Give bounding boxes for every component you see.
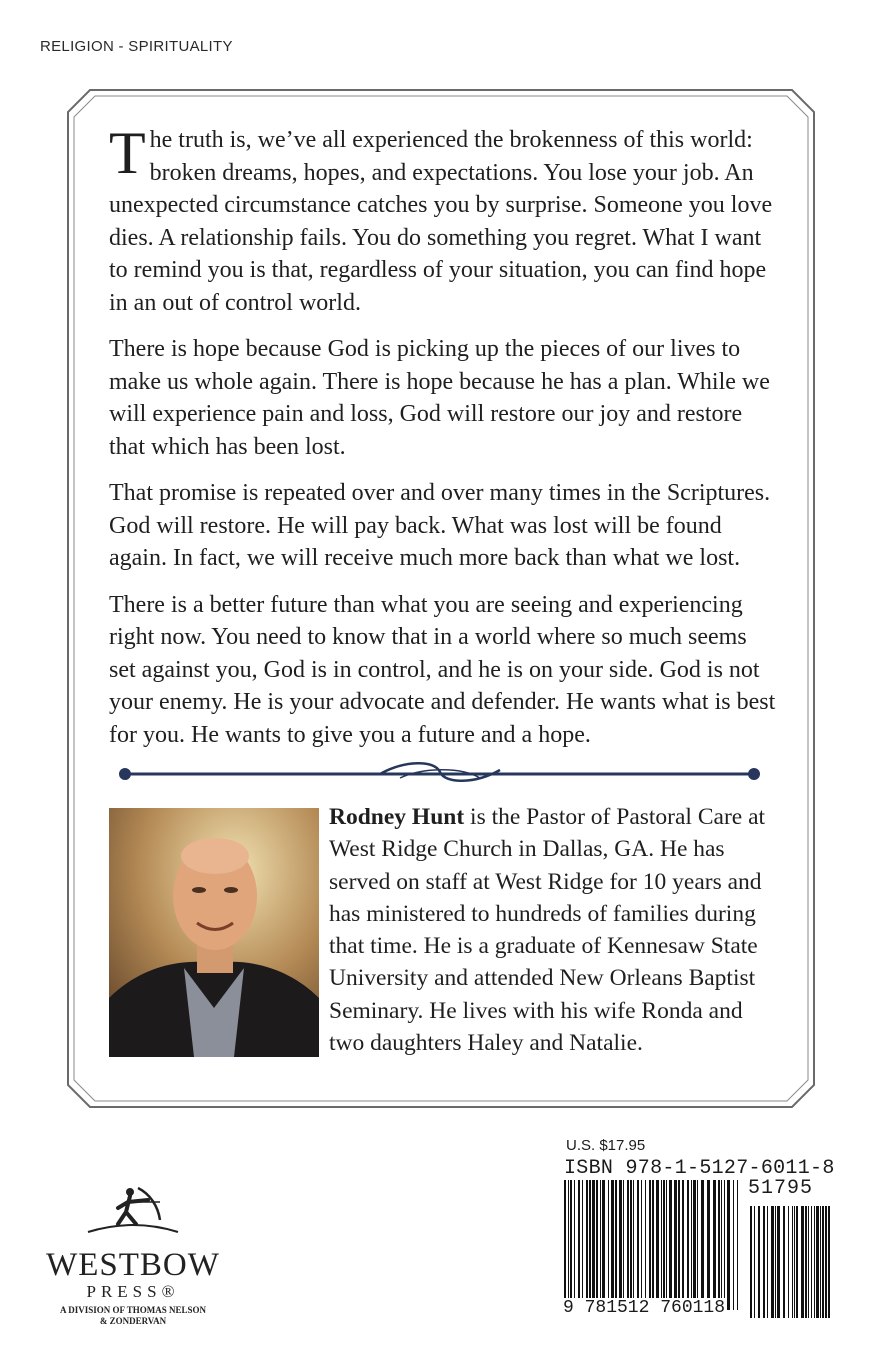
barcode-bar <box>619 1180 622 1310</box>
barcode-bar <box>691 1180 692 1310</box>
barcode-bar <box>733 1180 734 1310</box>
barcode-bar <box>627 1180 629 1310</box>
barcode-number: 9 781512 760118 <box>563 1298 726 1318</box>
barcode-bar <box>637 1180 639 1310</box>
barcode-bar <box>578 1180 580 1310</box>
blurb-text <box>109 120 777 765</box>
publisher-press: PRESS® <box>86 1282 180 1301</box>
barcode-addon-bar <box>822 1206 824 1318</box>
barcode-addon-bar <box>816 1206 819 1318</box>
barcode-bar <box>623 1180 624 1310</box>
publisher-logo <box>38 1180 228 1327</box>
barcode-addon-bar <box>825 1206 827 1318</box>
barcode-bar <box>574 1180 575 1310</box>
drop-cap: T <box>109 120 146 186</box>
barcode-bar <box>600 1180 601 1310</box>
barcode-bar <box>582 1180 583 1310</box>
barcode-bar <box>649 1180 651 1310</box>
barcode-bar <box>586 1180 588 1310</box>
barcode-addon-bar <box>808 1206 809 1318</box>
author-bio-text: is the Pastor of Pastoral Care at West Ridge Church in Dallas, GA. He has served on staff at West Ridge for 10 years and has ministered to hundreds of families during that time. He is a graduate of Kennesaw State University and attended New Orleans Baptist Seminary. He lives with his wife Ronda and two daughters Haley and Natalie. <box>329 804 766 1057</box>
barcode-bar <box>682 1180 684 1310</box>
barcode-bar <box>602 1180 605 1310</box>
isbn-label: ISBN 978-1-5127-6011-8 <box>564 1157 835 1180</box>
barcode-bar <box>674 1180 677 1310</box>
barcode-bar <box>663 1180 665 1310</box>
ornamental-divider <box>115 760 765 788</box>
barcode-bar <box>611 1180 614 1310</box>
barcode-addon-bar <box>750 1206 752 1318</box>
publisher-name: WESTBOW <box>46 1247 220 1283</box>
barcode-addon-bar <box>758 1206 760 1318</box>
blurb-paragraph-4: There is a better future than what you are seeing and experiencing right now. You need to know that in a world where so much seems set against you, God is in control, and he is on your side. God is not your enemy. He is your advocate and defender. He wants what is best for you. He wants to give you a future and a hope. <box>109 591 776 748</box>
barcode-bar <box>713 1180 716 1310</box>
barcode-bar <box>718 1180 720 1310</box>
barcode-addon-bar <box>811 1206 812 1318</box>
author-bio <box>329 801 781 1059</box>
barcode-bar <box>608 1180 609 1310</box>
barcode-bar <box>661 1180 662 1310</box>
barcode-addon-bar <box>771 1206 774 1318</box>
barcode-addon-bar <box>828 1206 830 1318</box>
barcode-addon-bar <box>805 1206 807 1318</box>
barcode-bar <box>570 1180 572 1310</box>
barcode-addon-bar <box>775 1206 776 1318</box>
blurb-paragraph-3: That promise is repeated over and over many times in the Scriptures. God will restore. He will pay back. What was lost will be found again. In fact, we will receive much more back than what we lost. <box>109 480 771 571</box>
barcode-bar <box>615 1180 617 1310</box>
barcode-bar <box>592 1180 595 1310</box>
barcode-bar <box>697 1180 698 1310</box>
barcode-bar <box>564 1180 566 1310</box>
barcode-addon-bar <box>796 1206 798 1318</box>
author-name: Rodney Hunt <box>329 804 465 830</box>
barcode-bar <box>596 1180 598 1310</box>
barcode-bar <box>589 1180 591 1310</box>
publisher-division-line-2: & ZONDERVAN <box>99 1316 167 1326</box>
barcode-bar <box>727 1180 730 1310</box>
barcode-addon-bar <box>767 1206 768 1318</box>
blurb-paragraph-1-text: he truth is, we’ve all experienced the brokenness of this world: broken dreams, hopes, and expectations. You lose your job. An unexpected circumstance catches you by surprise. Someone you love dies. A relationship fails. You do something you regret. What I want to remind you is that, regardless of your situation, you can find hope in an out of control world. <box>109 127 773 316</box>
barcode-addon-bar <box>820 1206 821 1318</box>
price-label: U.S. $17.95 <box>566 1137 646 1154</box>
barcode-bar <box>724 1180 725 1310</box>
barcode-bar <box>737 1180 738 1310</box>
publisher-division-line-1: A DIVISION OF THOMAS NELSON <box>59 1305 207 1315</box>
barcode-bar <box>669 1180 672 1310</box>
barcode-bar <box>721 1180 722 1310</box>
blurb-paragraph-2: There is hope because God is picking up the pieces of our lives to make us whole again. There is hope because he has a plan. While we will experience pain and loss, God will restore our joy and restore that which has been lost. <box>109 336 770 460</box>
barcode-bar <box>656 1180 659 1310</box>
barcode-bar <box>707 1180 710 1310</box>
barcode-addon-bar <box>754 1206 755 1318</box>
barcode-bar <box>630 1180 632 1310</box>
barcode-bar <box>633 1180 634 1310</box>
archer-icon <box>78 1180 188 1240</box>
barcode-bar <box>645 1180 646 1310</box>
barcode-bar <box>568 1180 569 1310</box>
barcode-addon-bar <box>814 1206 815 1318</box>
barcode-addon-number: 51795 <box>748 1177 814 1200</box>
barcode-addon-bar <box>788 1206 789 1318</box>
barcode-addon-bar <box>763 1206 765 1318</box>
barcode-addon-bar <box>801 1206 804 1318</box>
barcode-bar <box>693 1180 696 1310</box>
barcode-bar <box>687 1180 689 1310</box>
barcode-addon-bar <box>783 1206 785 1318</box>
barcode-addon-bar <box>777 1206 780 1318</box>
barcode-addon-bar <box>794 1206 795 1318</box>
barcode-bar <box>666 1180 667 1310</box>
barcode-bar <box>701 1180 704 1310</box>
category-label: RELIGION - SPIRITUALITY <box>40 38 233 55</box>
barcode-bar <box>678 1180 680 1310</box>
barcode-bar <box>641 1180 642 1310</box>
author-photo <box>109 808 319 1057</box>
barcode-bar <box>652 1180 654 1310</box>
blurb-paragraph-1 <box>109 120 777 319</box>
barcode-addon-bar <box>792 1206 793 1318</box>
